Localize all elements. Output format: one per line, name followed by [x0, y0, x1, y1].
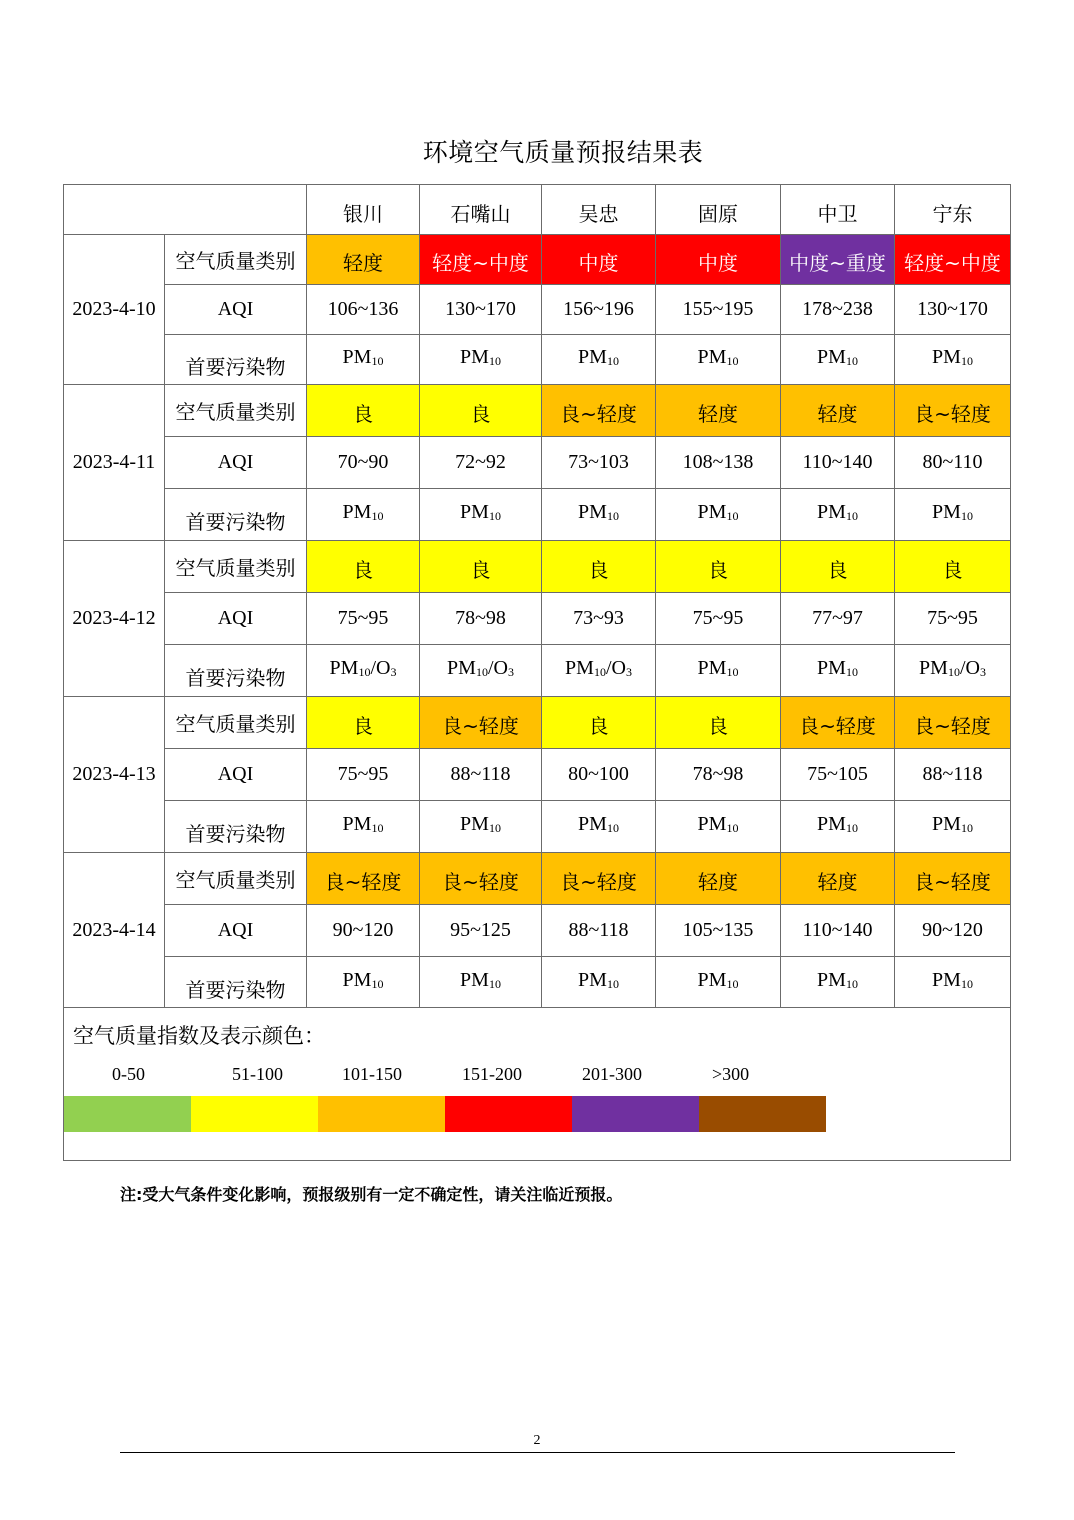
pollutant-cell: [895, 489, 1011, 541]
pollutant-subscript: 10: [475, 665, 488, 679]
pollutant-subscript: 10: [488, 354, 501, 368]
category-cell: 轻度: [781, 853, 895, 905]
pollutant-subscript: 10: [845, 665, 858, 679]
pollutant-subscript: 10: [845, 509, 858, 523]
pollutant-subscript: 10: [606, 509, 619, 523]
pollutant-subscript: 10: [488, 976, 501, 991]
pollutant-subscript: 10: [358, 665, 371, 679]
pollutant-row: [64, 645, 1011, 697]
date-cell: 2023-4-11: [64, 385, 165, 541]
header-row: [64, 185, 1011, 235]
pollutant-cell: [895, 957, 1011, 1008]
aqi-cell: 130~170: [895, 285, 1011, 335]
legend-row: [64, 1008, 1011, 1161]
aqi-cell: 110~140: [781, 437, 895, 489]
aqi-row: [64, 285, 1011, 335]
pollutant-subscript: 10: [845, 821, 858, 835]
aqi-legend: [64, 1008, 1011, 1161]
pollutant-subscript: 10: [606, 976, 619, 991]
aqi-row: [64, 905, 1011, 957]
category-label: 空气质量类别: [165, 697, 307, 749]
pollutant-subscript: 3: [625, 665, 632, 679]
pollutant-name: PM: [817, 346, 846, 368]
pollutant-name: PM: [578, 346, 607, 368]
pollutant-subscript: 10: [371, 509, 384, 523]
category-cell: 良: [542, 541, 656, 593]
category-cell: 中度: [542, 235, 656, 285]
pollutant-cell: [542, 801, 656, 853]
category-label: 空气质量类别: [165, 853, 307, 905]
pollutant-name: PM: [447, 657, 476, 679]
pollutant-cell: [420, 489, 542, 541]
aqi-cell: 108~138: [656, 437, 781, 489]
aqi-cell: 75~95: [307, 749, 420, 801]
date-cell: 2023-4-10: [64, 235, 165, 385]
pollutant-name: PM: [460, 813, 489, 835]
date-cell: 2023-4-12: [64, 541, 165, 697]
pollutant-cell: [542, 489, 656, 541]
category-cell: 轻度: [781, 385, 895, 437]
aqi-cell: 75~95: [307, 593, 420, 645]
pollutant-cell: [781, 801, 895, 853]
category-cell: 良: [307, 697, 420, 749]
pollutant-cell: [307, 957, 420, 1008]
pollutant-cell: [307, 801, 420, 853]
legend-color-swatch: [318, 1096, 445, 1132]
aqi-cell: 155~195: [656, 285, 781, 335]
category-row: [64, 853, 1011, 905]
pollutant-name: PM: [932, 501, 961, 523]
pollutant-name: PM: [565, 657, 594, 679]
pollutant-subscript: 10: [606, 821, 619, 835]
legend-range-label: 0-50: [112, 1064, 145, 1084]
pollutant-subscript: 10: [488, 509, 501, 523]
category-cell: 轻度~中度: [895, 235, 1011, 285]
pollutant-cell: [656, 489, 781, 541]
pollutant-subscript: 3: [979, 665, 986, 679]
city-header: 吴忠: [542, 185, 656, 235]
aqi-cell: 78~98: [420, 593, 542, 645]
aqi-cell: 88~118: [420, 749, 542, 801]
pollutant-name: PM: [342, 813, 372, 835]
pollutant-subscript: 10: [488, 821, 501, 835]
legend-color-swatch: [445, 1096, 572, 1132]
aqi-label: AQI: [165, 437, 307, 489]
pollutant-cell: [895, 801, 1011, 853]
aqi-cell: 72~92: [420, 437, 542, 489]
category-cell: 良~轻度: [895, 385, 1011, 437]
category-cell: 良: [307, 385, 420, 437]
pollutant-name: PM: [342, 968, 372, 991]
page-title: 环境空气质量预报结果表: [422, 138, 704, 167]
category-cell: 良: [420, 385, 542, 437]
pollutant-subscript: 10: [960, 354, 973, 368]
legend-range-label: 201-300: [582, 1064, 642, 1084]
pollutant-subscript: 10: [845, 354, 858, 368]
pollutant-cell: [781, 957, 895, 1008]
city-header: 银川: [307, 185, 420, 235]
category-row: [64, 541, 1011, 593]
pollutant-cell: [542, 957, 656, 1008]
pollutant-cell: [307, 489, 420, 541]
pollutant-subscript: 10: [726, 354, 739, 368]
category-cell: 良~轻度: [307, 853, 420, 905]
aqi-row: [64, 749, 1011, 801]
pollutant-name: /O: [370, 657, 391, 679]
aqi-cell: 88~118: [542, 905, 656, 957]
legend-color-swatch: [572, 1096, 699, 1132]
aqi-cell: 95~125: [420, 905, 542, 957]
pollutant-row: [64, 957, 1011, 1008]
pollutant-name: PM: [460, 346, 489, 368]
pollutant-name: PM: [342, 501, 372, 523]
category-cell: 良: [895, 541, 1011, 593]
city-header: 宁东: [895, 185, 1011, 235]
aqi-cell: 77~97: [781, 593, 895, 645]
pollutant-cell: [895, 645, 1011, 697]
pollutant-cell: [420, 335, 542, 385]
footer-rule: [120, 1452, 955, 1453]
category-cell: 良: [656, 541, 781, 593]
category-cell: 轻度: [656, 853, 781, 905]
pollutant-name: PM: [578, 501, 607, 523]
category-label: 空气质量类别: [165, 541, 307, 593]
pollutant-cell: [895, 335, 1011, 385]
pollutant-subscript: 10: [960, 976, 973, 991]
pollutant-cell: [420, 645, 542, 697]
category-cell: 良: [420, 541, 542, 593]
pollutant-subscript: 10: [726, 665, 739, 679]
category-cell: 轻度: [307, 235, 420, 285]
pollutant-label: 首要污染物: [165, 801, 307, 853]
aqi-cell: 75~105: [781, 749, 895, 801]
pollutant-row: [64, 335, 1011, 385]
pollutant-label: 首要污染物: [165, 335, 307, 385]
aqi-cell: 80~100: [542, 749, 656, 801]
pollutant-name: /O: [605, 657, 626, 679]
aqi-cell: 75~95: [895, 593, 1011, 645]
category-cell: 良~轻度: [420, 697, 542, 749]
aqi-cell: 156~196: [542, 285, 656, 335]
pollutant-name: PM: [578, 968, 607, 991]
pollutant-name: PM: [329, 657, 359, 679]
aqi-cell: 88~118: [895, 749, 1011, 801]
pollutant-subscript: 10: [947, 665, 960, 679]
pollutant-label: 首要污染物: [165, 645, 307, 697]
pollutant-name: PM: [932, 346, 961, 368]
pollutant-name: PM: [578, 813, 607, 835]
pollutant-name: PM: [460, 501, 489, 523]
date-cell: 2023-4-14: [64, 853, 165, 1008]
pollutant-cell: [420, 801, 542, 853]
category-label: 空气质量类别: [165, 385, 307, 437]
pollutant-name: PM: [460, 968, 489, 991]
category-cell: 良~轻度: [895, 853, 1011, 905]
pollutant-subscript: 10: [726, 821, 739, 835]
pollutant-subscript: 10: [960, 509, 973, 523]
pollutant-row: [64, 801, 1011, 853]
pollutant-name: PM: [817, 968, 846, 991]
pollutant-cell: [542, 335, 656, 385]
pollutant-subscript: 10: [606, 354, 619, 368]
legend-color-swatch: [699, 1096, 826, 1132]
aqi-cell: 90~120: [307, 905, 420, 957]
aqi-row: [64, 593, 1011, 645]
pollutant-name: /O: [959, 657, 980, 679]
aqi-label: AQI: [165, 285, 307, 335]
category-row: [64, 697, 1011, 749]
pollutant-cell: [307, 645, 420, 697]
pollutant-label: 首要污染物: [165, 957, 307, 1008]
pollutant-cell: [542, 645, 656, 697]
aqi-cell: 78~98: [656, 749, 781, 801]
category-cell: 中度: [656, 235, 781, 285]
category-cell: 良~轻度: [542, 385, 656, 437]
pollutant-subscript: 10: [593, 665, 606, 679]
pollutant-cell: [420, 957, 542, 1008]
pollutant-subscript: 3: [390, 665, 397, 679]
legend-color-swatch: [64, 1096, 191, 1132]
date-cell: 2023-4-13: [64, 697, 165, 853]
pollutant-name: PM: [817, 657, 846, 679]
city-header: 石嘴山: [420, 185, 542, 235]
aqi-label: AQI: [165, 593, 307, 645]
corner-cell: [64, 185, 307, 235]
pollutant-name: PM: [697, 501, 727, 523]
pollutant-subscript: 10: [726, 976, 739, 991]
category-cell: 良: [781, 541, 895, 593]
aqi-cell: 73~93: [542, 593, 656, 645]
category-cell: 良: [656, 697, 781, 749]
pollutant-subscript: 3: [507, 665, 514, 679]
pollutant-name: PM: [342, 346, 372, 368]
pollutant-name: PM: [697, 657, 727, 679]
pollutant-subscript: 10: [960, 821, 973, 835]
category-label: 空气质量类别: [165, 235, 307, 285]
pollutant-subscript: 10: [371, 821, 384, 835]
aqi-cell: 73~103: [542, 437, 656, 489]
legend-range-label: 101-150: [342, 1064, 402, 1084]
pollutant-name: PM: [697, 346, 727, 368]
pollutant-name: /O: [487, 657, 508, 679]
city-header: 固原: [656, 185, 781, 235]
pollutant-name: PM: [817, 501, 846, 523]
aqi-cell: 130~170: [420, 285, 542, 335]
aqi-cell: 75~95: [656, 593, 781, 645]
aqi-cell: 110~140: [781, 905, 895, 957]
category-row: [64, 235, 1011, 285]
city-header: 中卫: [781, 185, 895, 235]
aqi-cell: 80~110: [895, 437, 1011, 489]
pollutant-name: PM: [932, 968, 961, 991]
category-cell: 良~轻度: [542, 853, 656, 905]
aqi-cell: 105~135: [656, 905, 781, 957]
aqi-label: AQI: [165, 749, 307, 801]
pollutant-cell: [781, 645, 895, 697]
pollutant-name: PM: [817, 813, 846, 835]
category-cell: 轻度: [656, 385, 781, 437]
pollutant-row: [64, 489, 1011, 541]
page-number: 2: [533, 1433, 541, 1448]
category-cell: 良: [542, 697, 656, 749]
aqi-cell: 106~136: [307, 285, 420, 335]
pollutant-name: PM: [919, 657, 948, 679]
aqi-cell: 178~238: [781, 285, 895, 335]
pollutant-cell: [656, 801, 781, 853]
pollutant-name: PM: [697, 813, 727, 835]
pollutant-subscript: 10: [726, 509, 739, 523]
footnote: 注:受大气条件变化影响，预报级别有一定不确定性，请关注临近预报。: [120, 1185, 623, 1204]
aqi-cell: 70~90: [307, 437, 420, 489]
legend-color-swatch: [191, 1096, 318, 1132]
category-cell: 良: [307, 541, 420, 593]
pollutant-cell: [656, 957, 781, 1008]
pollutant-cell: [781, 335, 895, 385]
category-cell: 中度~重度: [781, 235, 895, 285]
pollutant-cell: [656, 645, 781, 697]
pollutant-label: 首要污染物: [165, 489, 307, 541]
legend-range-label: 51-100: [232, 1064, 283, 1084]
pollutant-subscript: 10: [371, 976, 384, 991]
category-cell: 良~轻度: [420, 853, 542, 905]
aqi-row: [64, 437, 1011, 489]
legend-title: 空气质量指数及表示颜色：: [73, 1024, 325, 1048]
pollutant-cell: [656, 335, 781, 385]
category-cell: 良~轻度: [895, 697, 1011, 749]
pollutant-cell: [307, 335, 420, 385]
pollutant-name: PM: [932, 813, 961, 835]
aqi-label: AQI: [165, 905, 307, 957]
pollutant-subscript: 10: [371, 354, 384, 368]
pollutant-cell: [781, 489, 895, 541]
legend-range-label: >300: [712, 1064, 750, 1084]
forecast-table: [63, 184, 1011, 1161]
pollutant-subscript: 10: [845, 976, 858, 991]
category-cell: 轻度~中度: [420, 235, 542, 285]
category-row: [64, 385, 1011, 437]
legend-range-label: 151-200: [462, 1064, 522, 1084]
aqi-cell: 90~120: [895, 905, 1011, 957]
pollutant-name: PM: [697, 968, 727, 991]
category-cell: 良~轻度: [781, 697, 895, 749]
